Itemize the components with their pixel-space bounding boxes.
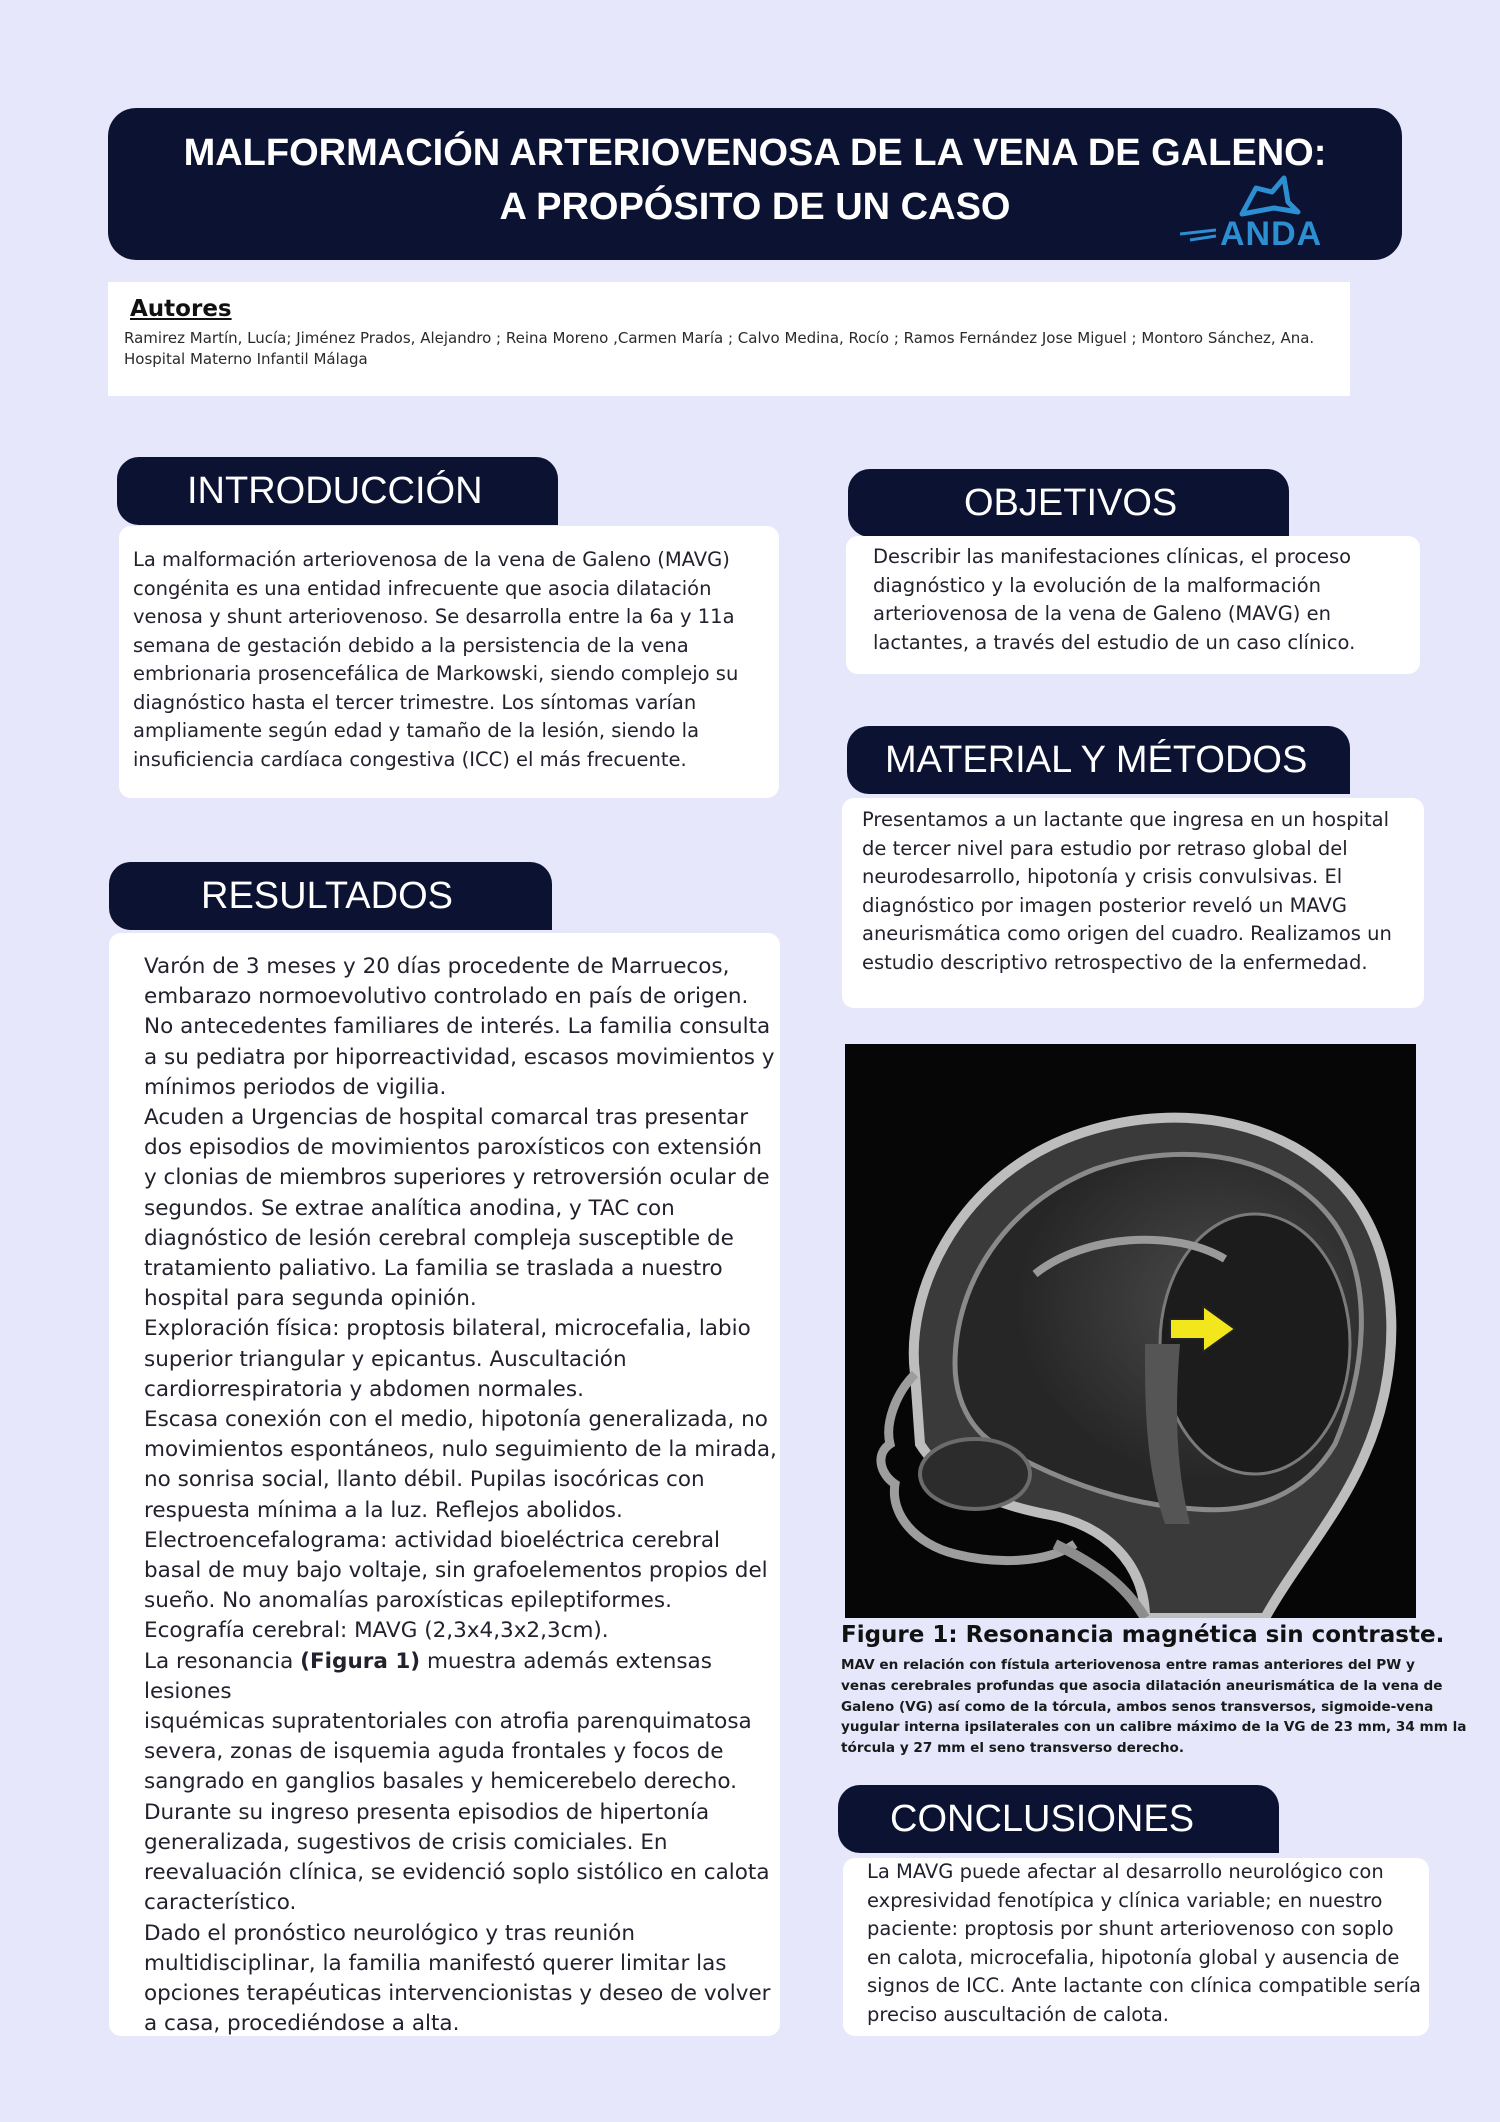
figure-title: Figure 1: Resonancia magnética sin contraste. [841,1622,1445,1648]
text-line: embarazo normoevolutivo controlado en país de origen. [144,984,749,1010]
text-line: embrionaria prosencefálica de Markowski, siendo complejo su [133,662,739,685]
figure-caption [841,1655,1467,1759]
text-line: Dado el pronóstico neurológico y tras reunión [144,1920,635,1946]
text-line: Acuden a Urgencias de hospital comarcal tras presentar [144,1105,749,1131]
objetivos-card [846,536,1420,674]
text-line: severa, zonas de isquemia aguda frontales y focos de [144,1739,724,1765]
text-line: preciso auscultación de calota. [867,2002,1169,2026]
text-line: sueño. No anomalías paroxísticas epileptiformes. [144,1588,672,1614]
text-line: basal de muy bajo voltaje, sin grafoelementos propios del [144,1558,768,1584]
text-line: diagnóstico hasta el tercer trimestre. Los síntomas varían [133,690,697,714]
authors-box [108,282,1350,396]
introduccion-heading: INTRODUCCIÓN [117,457,558,525]
poster-title-line-1: MALFORMACIÓN ARTERIOVENOSA DE LA VENA DE GALENO: [183,132,1327,174]
text-line: no sonrisa social, llanto débil. Pupilas isocóricas con [144,1467,705,1493]
text-line: No antecedentes familiares de interés. La familia consulta [144,1014,771,1040]
poster-title-line-2: A PROPÓSITO DE UN CASO [499,186,1011,228]
material-heading: MATERIAL Y MÉTODOS [847,726,1350,794]
text-line: Describir las manifestaciones clínicas, el proceso [873,545,1352,568]
text-line: diagnóstico por imagen posterior reveló un MAVG [862,893,1347,917]
conclusiones-card [843,1858,1429,2036]
logo-text: ANDA [1220,215,1323,253]
text-line: paciente: proptosis por shunt arteriovenoso con soplo [867,1917,1394,1940]
text-line: cardiorrespiratoria y abdomen normales. [144,1376,584,1402]
text-line: movimientos espontáneos, nulo seguimiento de la mirada, [144,1437,777,1463]
text-line: generalizada, sugestivos de crisis comiciales. En [144,1829,668,1855]
title-banner [108,108,1402,260]
text-line: diagnóstico de lesión cerebral compleja susceptible de [144,1225,734,1251]
figref-pre: La resonancia [144,1648,301,1674]
figure-reference-line [144,1647,780,1707]
figref-post: muestra además extensas lesiones [144,1648,712,1704]
text-line: respuesta mínima a la luz. Reflejos abolidos. [144,1497,623,1523]
text-line: en calota, microcefalia, hipotonía global y ausencia de [867,1945,1400,1969]
mri-sagittal-illustration [845,1044,1416,1618]
text-line: insuficiencia cardíaca congestiva (ICC) el más frecuente. [133,747,687,771]
authors-hospital: Hospital Materno Infantil Málaga [124,350,368,368]
text-line: Varón de 3 meses y 20 días procedente de Marruecos, [144,954,730,979]
caption-line: venas cerebrales profundas que asocia dilatación aneurismática de la vena de [841,1677,1443,1694]
text-line: neurodesarrollo, hipotonía y crisis convulsivas. El [862,865,1343,888]
text-line: y clonias de miembros superiores y retroversión ocular de [144,1165,770,1191]
caption-line: yugular interna ipsilaterales con un calibre máximo de la VG de 23 mm, 34 mm la [841,1719,1467,1736]
text-line: Electroencefalograma: actividad bioeléctrica cerebral [144,1527,720,1553]
text-line: hospital para segunda opinión. [144,1286,477,1312]
text-line: Ecografía cerebral: MAVG (2,3x4,3x2,3cm). [144,1618,609,1644]
resultados-card [109,933,780,2036]
text-line: tratamiento paliativo. La familia se traslada a nuestro [144,1256,723,1282]
text-line: signos de ICC. Ante lactante con clínica compatible sería [867,1974,1421,1997]
text-line: La malformación arteriovenosa de la vena de Galeno (MAVG) [133,548,730,571]
text-line: opciones terapéuticas intervencionistas y deseo de volver [144,1980,771,2006]
text-line: aneurismática como origen del cuadro. Realizamos un [862,922,1392,945]
text-line: multidisciplinar, la familia manifestó querer limitar las [144,1950,727,1976]
text-line: Exploración física: proptosis bilateral, microcefalia, labio [144,1316,751,1342]
caption-line: tórcula y 27 mm el seno transverso derecho. [841,1740,1185,1757]
caption-line: MAV en relación con fístula arteriovenosa entre ramas anteriores del PW y [841,1657,1415,1673]
authors-names: Ramirez Martín, Lucía; Jiménez Prados, Alejandro ; Reina Moreno ,Carmen María ; Calvo Medina, Rocío ; Ramos Fernández Jose Miguel ; Montoro Sánchez, Ana. [124,329,1315,347]
text-line: dos episodios de movimientos paroxísticos con extensión [144,1135,762,1161]
text-line: semana de gestación debido a la persistencia de la vena [133,633,689,657]
objetivos-heading: OBJETIVOS [848,469,1289,537]
text-line: arteriovenosa de la vena de Galeno (MAVG) en [873,602,1331,625]
text-line: estudio descriptivo retrospectivo de la enfermedad. [862,950,1368,974]
text-line: Durante su ingreso presenta episodios de hipertonía [144,1799,710,1825]
authors-heading: Autores [130,296,232,322]
text-line: reevaluación clínica, se evidenció soplo sistólico en calota [144,1860,770,1886]
text-line: Escasa conexión con el medio, hipotonía generalizada, no [144,1407,768,1433]
text-line: característico. [144,1890,297,1916]
text-line: venosa y shunt arteriovenoso. Se desarrolla entre la 6a y 11a [133,605,735,628]
anda-logo [1176,174,1326,256]
text-line: Presentamos a un lactante que ingresa en un hospital [862,808,1390,831]
text-line: sangrado en ganglios basales y hemicerebelo derecho. [144,1769,737,1795]
conclusiones-heading: CONCLUSIONES [838,1785,1279,1853]
introduccion-card [119,526,779,798]
text-line: superior triangular y epicantus. Auscultación [144,1346,627,1372]
figure-1-reference: (Figura 1) [300,1648,421,1674]
text-line: segundos. Se extrae analítica anodina, y TAC con [144,1195,675,1221]
material-card [842,798,1424,1008]
resultados-heading: RESULTADOS [109,862,552,930]
text-line: a casa, procediéndose a alta. [144,2011,460,2037]
text-line: ampliamente según edad y tamaño de la lesión, siendo la [133,719,700,742]
text-line: mínimos periodos de vigilia. [144,1074,447,1100]
caption-line: Galeno (VG) así como de la tórcula, ambos senos transversos, sigmoide-vena [841,1698,1434,1715]
text-line: La MAVG puede afectar al desarrollo neurológico con [867,1860,1384,1883]
text-line: isquémicas supratentoriales con atrofia parenquimatosa [144,1709,752,1735]
text-line: lactantes, a través del estudio de un caso clínico. [873,630,1356,654]
mri-image [845,1044,1416,1618]
text-line: congénita es una entidad infrecuente que asocia dilatación [133,576,712,600]
text-line: diagnóstico y la evolución de la malformación [873,573,1322,597]
text-line: de tercer nivel para estudio por retraso global del [862,836,1348,860]
text-line: a su pediatra por hiporreactividad, escasos movimientos y [144,1044,775,1070]
text-line: expresividad fenotípica y clínica variable; en nuestro [867,1888,1383,1912]
